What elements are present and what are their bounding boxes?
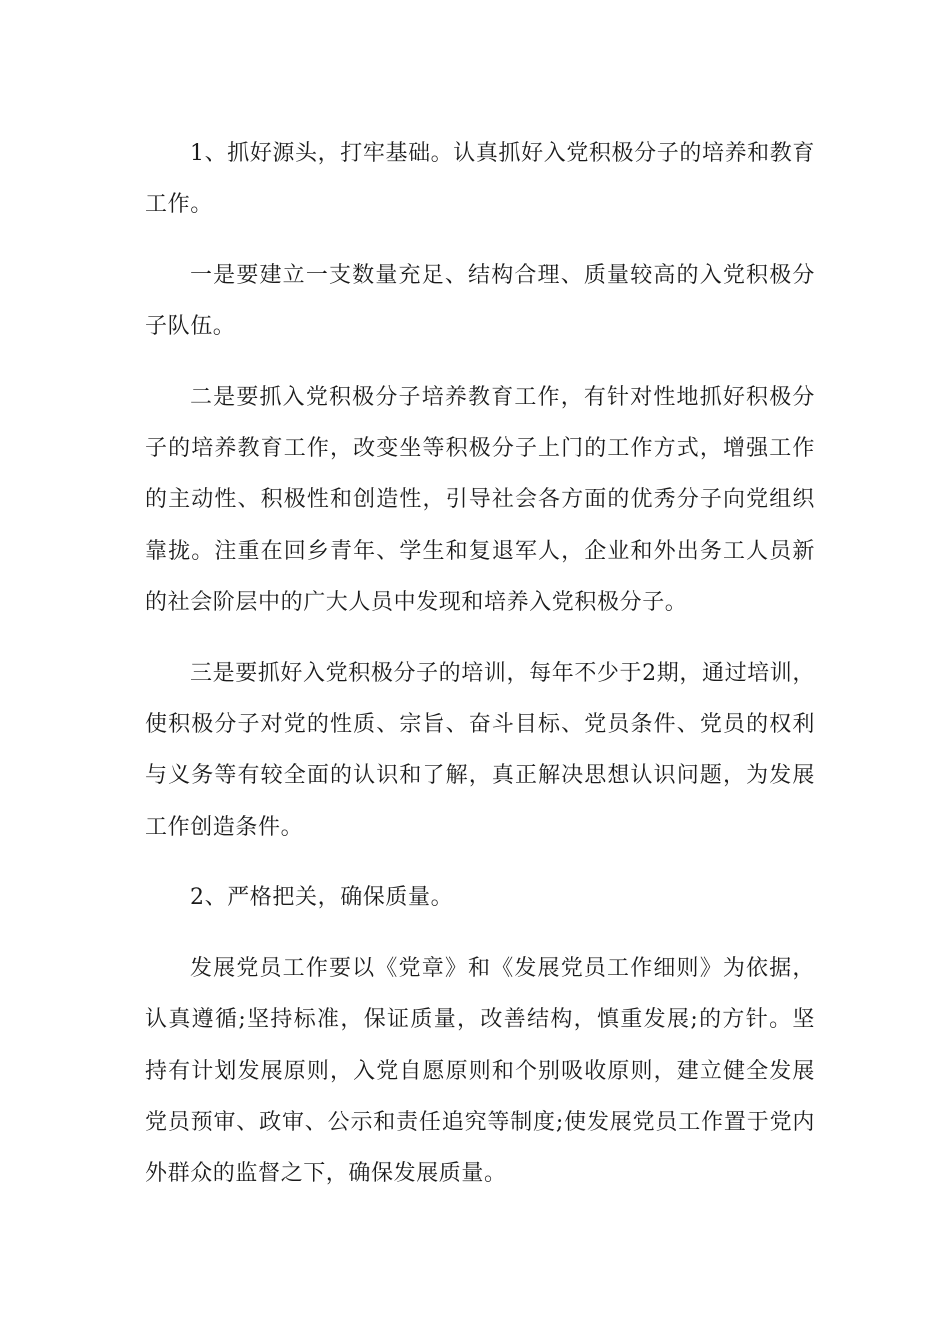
paragraph-3: 二是要抓入党积极分子培养教育工作，有针对性地抓好积极分子的培养教育工作，改变坐等积极分子上门的工作方式，增强工作的主动性、积极性和创造性，引导社会各方面的优秀分子向党组织靠拢。注重在回乡青年、学生和复退军人，企业和外出务工人员新的社会阶层中的广大人员中发现和培养入党积极分子。 [145, 384, 815, 616]
paragraph-1: 1、抓好源头，打牢基础。认真抓好入党积极分子的培养和教育工作。 [145, 141, 815, 218]
paragraph-5: 2、严格把关，确保质量。 [190, 885, 454, 911]
paragraph-4: 三是要抓好入党积极分子的培训，每年不少于2期，通过培训，使积极分子对党的性质、宗旨、奋斗目标、党员条件、党员的权利与义务等有较全面的认识和了解，真正解决思想认识问题，为发展工作创造条件。 [145, 660, 815, 840]
paragraph-6: 发展党员工作要以《党章》和《发展党员工作细则》为依据，认真遵循;坚持标准，保证质量，改善结构，慎重发展;的方针。坚持有计划发展原则，入党自愿原则和个别吸收原则，建立健全发展党员预审、政审、公示和责任追究等制度;使发展党员工作置于党内外群众的监督之下，确保发展质量。 [145, 955, 815, 1187]
paragraph-2: 一是要建立一支数量充足、结构合理、质量较高的入党积极分子队伍。 [145, 262, 815, 340]
document-page [145, 128, 815, 1219]
